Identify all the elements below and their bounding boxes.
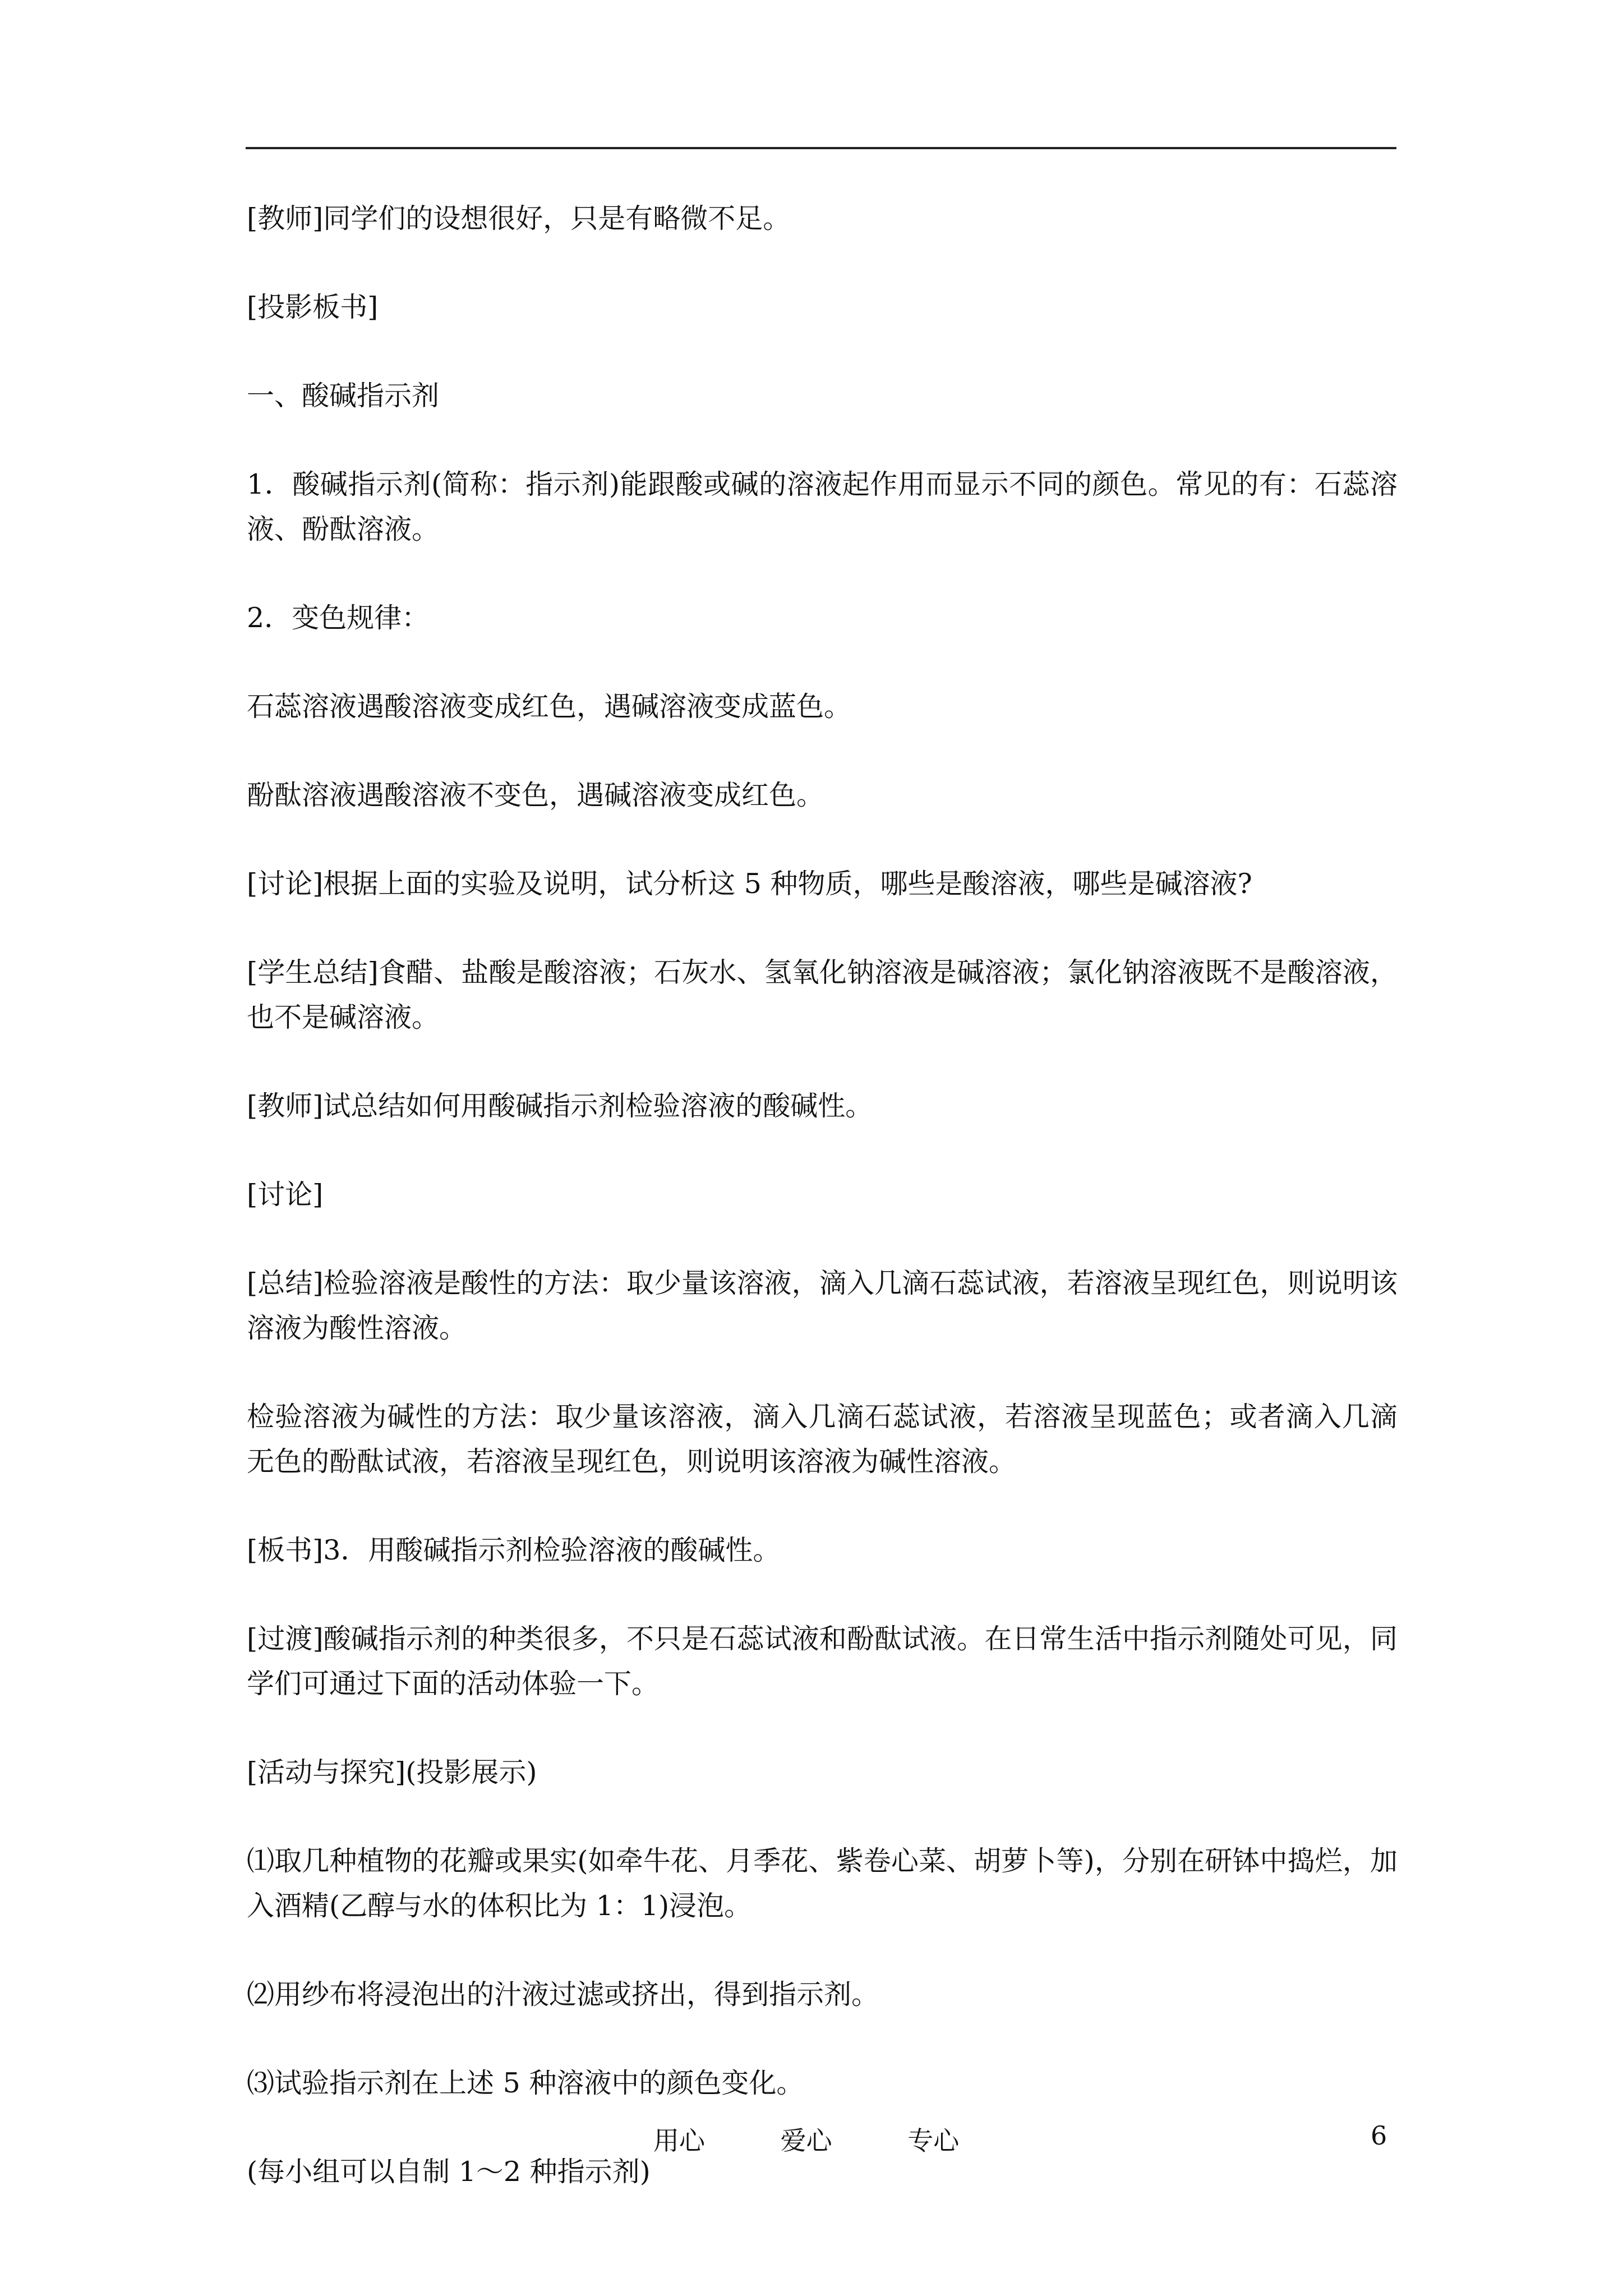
header-rule <box>246 147 1396 149</box>
paragraph: [学生总结]食醋、盐酸是酸溶液；石灰水、氢氧化钠溶液是碱溶液；氯化钠溶液既不是酸溶液，也不是碱溶液。 <box>247 956 1398 1033</box>
paragraph: [讨论] <box>247 1179 324 1211</box>
document-body <box>247 196 1398 2238</box>
paragraph: ⑵用纱布将浸泡出的汁液过滤或挤出，得到指示剂。 <box>247 1978 879 2010</box>
paragraph: [教师]试总结如何用酸碱指示剂检验溶液的酸碱性。 <box>247 1090 873 1122</box>
paragraph: [板书]3．用酸碱指示剂检验溶液的酸碱性。 <box>247 1534 781 1566</box>
paragraph: 石蕊溶液遇酸溶液变成红色，遇碱溶液变成蓝色。 <box>247 691 852 723</box>
page-number: 6 <box>1371 2120 1387 2151</box>
paragraph: [讨论]根据上面的实验及说明，试分析这 5 种物质，哪些是酸溶液，哪些是碱溶液? <box>247 868 1252 900</box>
footer-motto-word: 爱心 <box>780 2125 832 2156</box>
paragraph: (每小组可以自制 1～2 种指示剂) <box>247 2156 651 2188</box>
paragraph: 2．变色规律： <box>247 602 430 634</box>
paragraph: [总结]检验溶液是酸性的方法：取少量该溶液，滴入几滴石蕊试液，若溶液呈现红色，则说明该溶液为酸性溶液。 <box>247 1267 1398 1344</box>
paragraph: 酚酞溶液遇酸溶液不变色，遇碱溶液变成红色。 <box>247 779 824 811</box>
footer-motto-word: 用心 <box>653 2125 705 2156</box>
page-footer <box>0 2120 1623 2160</box>
paragraph: [教师]同学们的设想很好，只是有略微不足。 <box>247 203 791 234</box>
paragraph: ⑴取几种植物的花瓣或果实(如牵牛花、月季花、紫卷心菜、胡萝卜等)，分别在研钵中捣烂，加入酒精(乙醇与水的体积比为 1：1)浸泡。 <box>247 1845 1398 1922</box>
paragraph: 1．酸碱指示剂(简称：指示剂)能跟酸或碱的溶液起作用而显示不同的颜色。常见的有：石蕊溶液、酚酞溶液。 <box>247 468 1398 545</box>
footer-motto <box>653 2120 1026 2157</box>
paragraph: [过渡]酸碱指示剂的种类很多，不只是石蕊试液和酚酞试液。在日常生活中指示剂随处可见，同学们可通过下面的活动体验一下。 <box>247 1623 1398 1700</box>
paragraph: [活动与探究](投影展示) <box>247 1756 537 1788</box>
paragraph: [投影板书] <box>247 291 379 323</box>
section-heading: 一、酸碱指示剂 <box>247 380 440 412</box>
paragraph: 检验溶液为碱性的方法：取少量该溶液，滴入几滴石蕊试液，若溶液呈现蓝色；或者滴入几滴无色的酚酞试液，若溶液呈现红色，则说明该溶液为碱性溶液。 <box>247 1401 1398 1478</box>
footer-motto-word: 专心 <box>907 2125 960 2156</box>
paragraph: ⑶试验指示剂在上述 5 种溶液中的颜色变化。 <box>247 2067 804 2099</box>
